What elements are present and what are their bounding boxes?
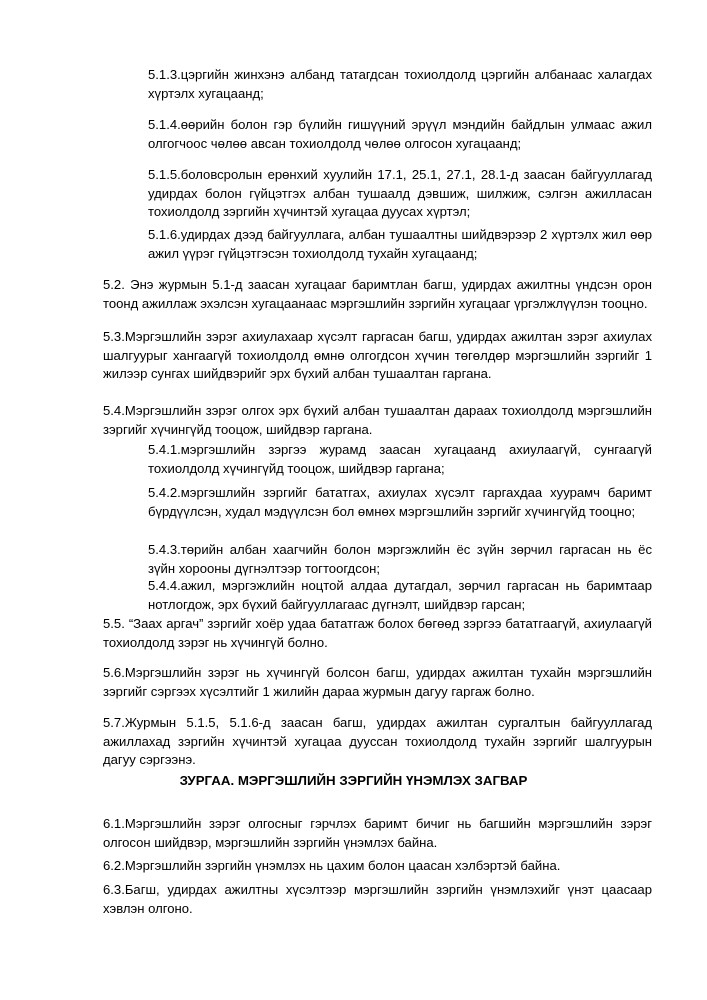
clause-6-3: 6.3.Багш, удирдах ажилтны хүсэлтээр мэргэшлийн зэргийн үнэмлэхийг үнэт цаасаар хэвлэн олгоно.	[103, 882, 652, 916]
clause-5-4-2: 5.4.2.мэргэшлийн зэргийг бататгах, ахиулах хүсэлт гаргахдаа хуурамч баримт бүрдүүлсэн, худал мэдүүлсэн бол өмнөх мэргэшлийн зэргийг хүчингүйд тооцно;	[148, 485, 652, 519]
clause-5-3: 5.3.Мэргэшлийн зэрэг ахиулахаар хүсэлт гаргасан багш, удирдах ажилтан зэрэг ахиулах шалгуурыг хангаагүй тохиолдолд өмнө олгогдсон хүчин төгөлдөр мэргэшлийн зэргийг 1 жилээр сунгах шийдвэрийг эрх бүхий албан тушаалтан гаргана.	[103, 329, 652, 382]
clause-5-6: 5.6.Мэргэшлийн зэрэг нь хүчингүй болсон багш, удирдах ажилтан тухайн мэргэшлийн зэргийг сэргээх хүсэлтийг 1 жилийн дараа журмын дагуу гаргаж болно.	[103, 665, 652, 699]
clause-5-1-3: 5.1.3.цэргийн жинхэнэ албанд татагдсан тохиолдолд цэргийн албанаас халагдах хүртэлх хугацаанд;	[148, 67, 652, 101]
clause-5-1-6: 5.1.6.удирдах дээд байгууллага, албан тушаалтны шийдвэрээр 2 хүртэлх жил өөр ажил үүрэг гүйцэтгэсэн тохиолдолд тухайн хугацаанд;	[148, 227, 652, 261]
clause-5-5: 5.5. “Заах аргач” зэргийг хоёр удаа бататгаж болох бөгөөд зэргээ бататгаагүй, ахиулаагүй тохиолдолд зэрэг нь хүчингүй болно.	[103, 616, 652, 650]
clause-5-2: 5.2. Энэ журмын 5.1-д заасан хугацааг баримтлан багш, удирдах ажилтны үндсэн орон тоонд ажиллаж эхэлсэн хугацаанаас мэргэшлийн зэргийн хугацааг үргэлжлүүлэн тооцно.	[103, 277, 652, 311]
clause-5-1-4: 5.1.4.өөрийн болон гэр бүлийн гишүүний эрүүл мэндийн байдлын улмаас ажил олгогчоос чөлөө авсан тохиолдолд чөлөө олгосон хугацаанд;	[148, 117, 652, 151]
clause-5-4-4: 5.4.4.ажил, мэргэжлийн ноцтой алдаа дутагдал, зөрчил гаргасан нь баримтаар нотлогдож, эрх бүхий байгууллагаас дүгнэлт, шийдвэр гарсан;	[148, 578, 652, 612]
clause-5-1-5: 5.1.5.боловсролын ерөнхий хуулийн 17.1, 25.1, 27.1, 28.1-д заасан байгууллагад удирдах болон гүйцэтгэх албан тушаалд дэвшиж, шилжиж, сэлгэн ажилласан тохиолдолд зэргийн хүчинтэй хугацаа дуусах хүртэл;	[148, 167, 652, 220]
clause-5-4-3: 5.4.3.төрийн албан хаагчийн болон мэргэжлийн ёс зүйн зөрчил гаргасан нь ёс зүйн хорооны дүгнэлтээр тогтоогдсон;	[148, 542, 652, 576]
section-heading: ЗУРГАА. МЭРГЭШЛИЙН ЗЭРГИЙН ҮНЭМЛЭХ ЗАГВАР	[179, 773, 528, 788]
clause-5-4: 5.4.Мэргэшлийн зэрэг олгох эрх бүхий албан тушаалтан дараах тохиолдолд мэргэшлийн зэргийг хүчингүйд тооцож, шийдвэр гаргана.	[103, 403, 652, 437]
clause-6-1: 6.1.Мэргэшлийн зэрэг олгосныг гэрчлэх баримт бичиг нь багшийн мэргэшлийн зэрэг олгосон шийдвэр, мэргэшлийн зэргийн үнэмлэх байна.	[103, 816, 652, 850]
clause-5-7: 5.7.Журмын 5.1.5, 5.1.6-д заасан багш, удирдах ажилтан сургалтын байгууллагад ажиллахад зэргийн хүчинтэй хугацаа дууссан тохиолдолд тухайн зэргийг шалгуурын дагуу сэргээнэ.	[103, 715, 652, 768]
clause-6-2: 6.2.Мэргэшлийн зэргийн үнэмлэх нь цахим болон цаасан хэлбэртэй байна.	[103, 858, 561, 873]
clause-5-4-1: 5.4.1.мэргэшлийн зэргээ журамд заасан хугацаанд ахиулаагүй, сунгаагүй тохиолдолд хүчингүйд тооцож, шийдвэр гаргана;	[148, 442, 652, 476]
